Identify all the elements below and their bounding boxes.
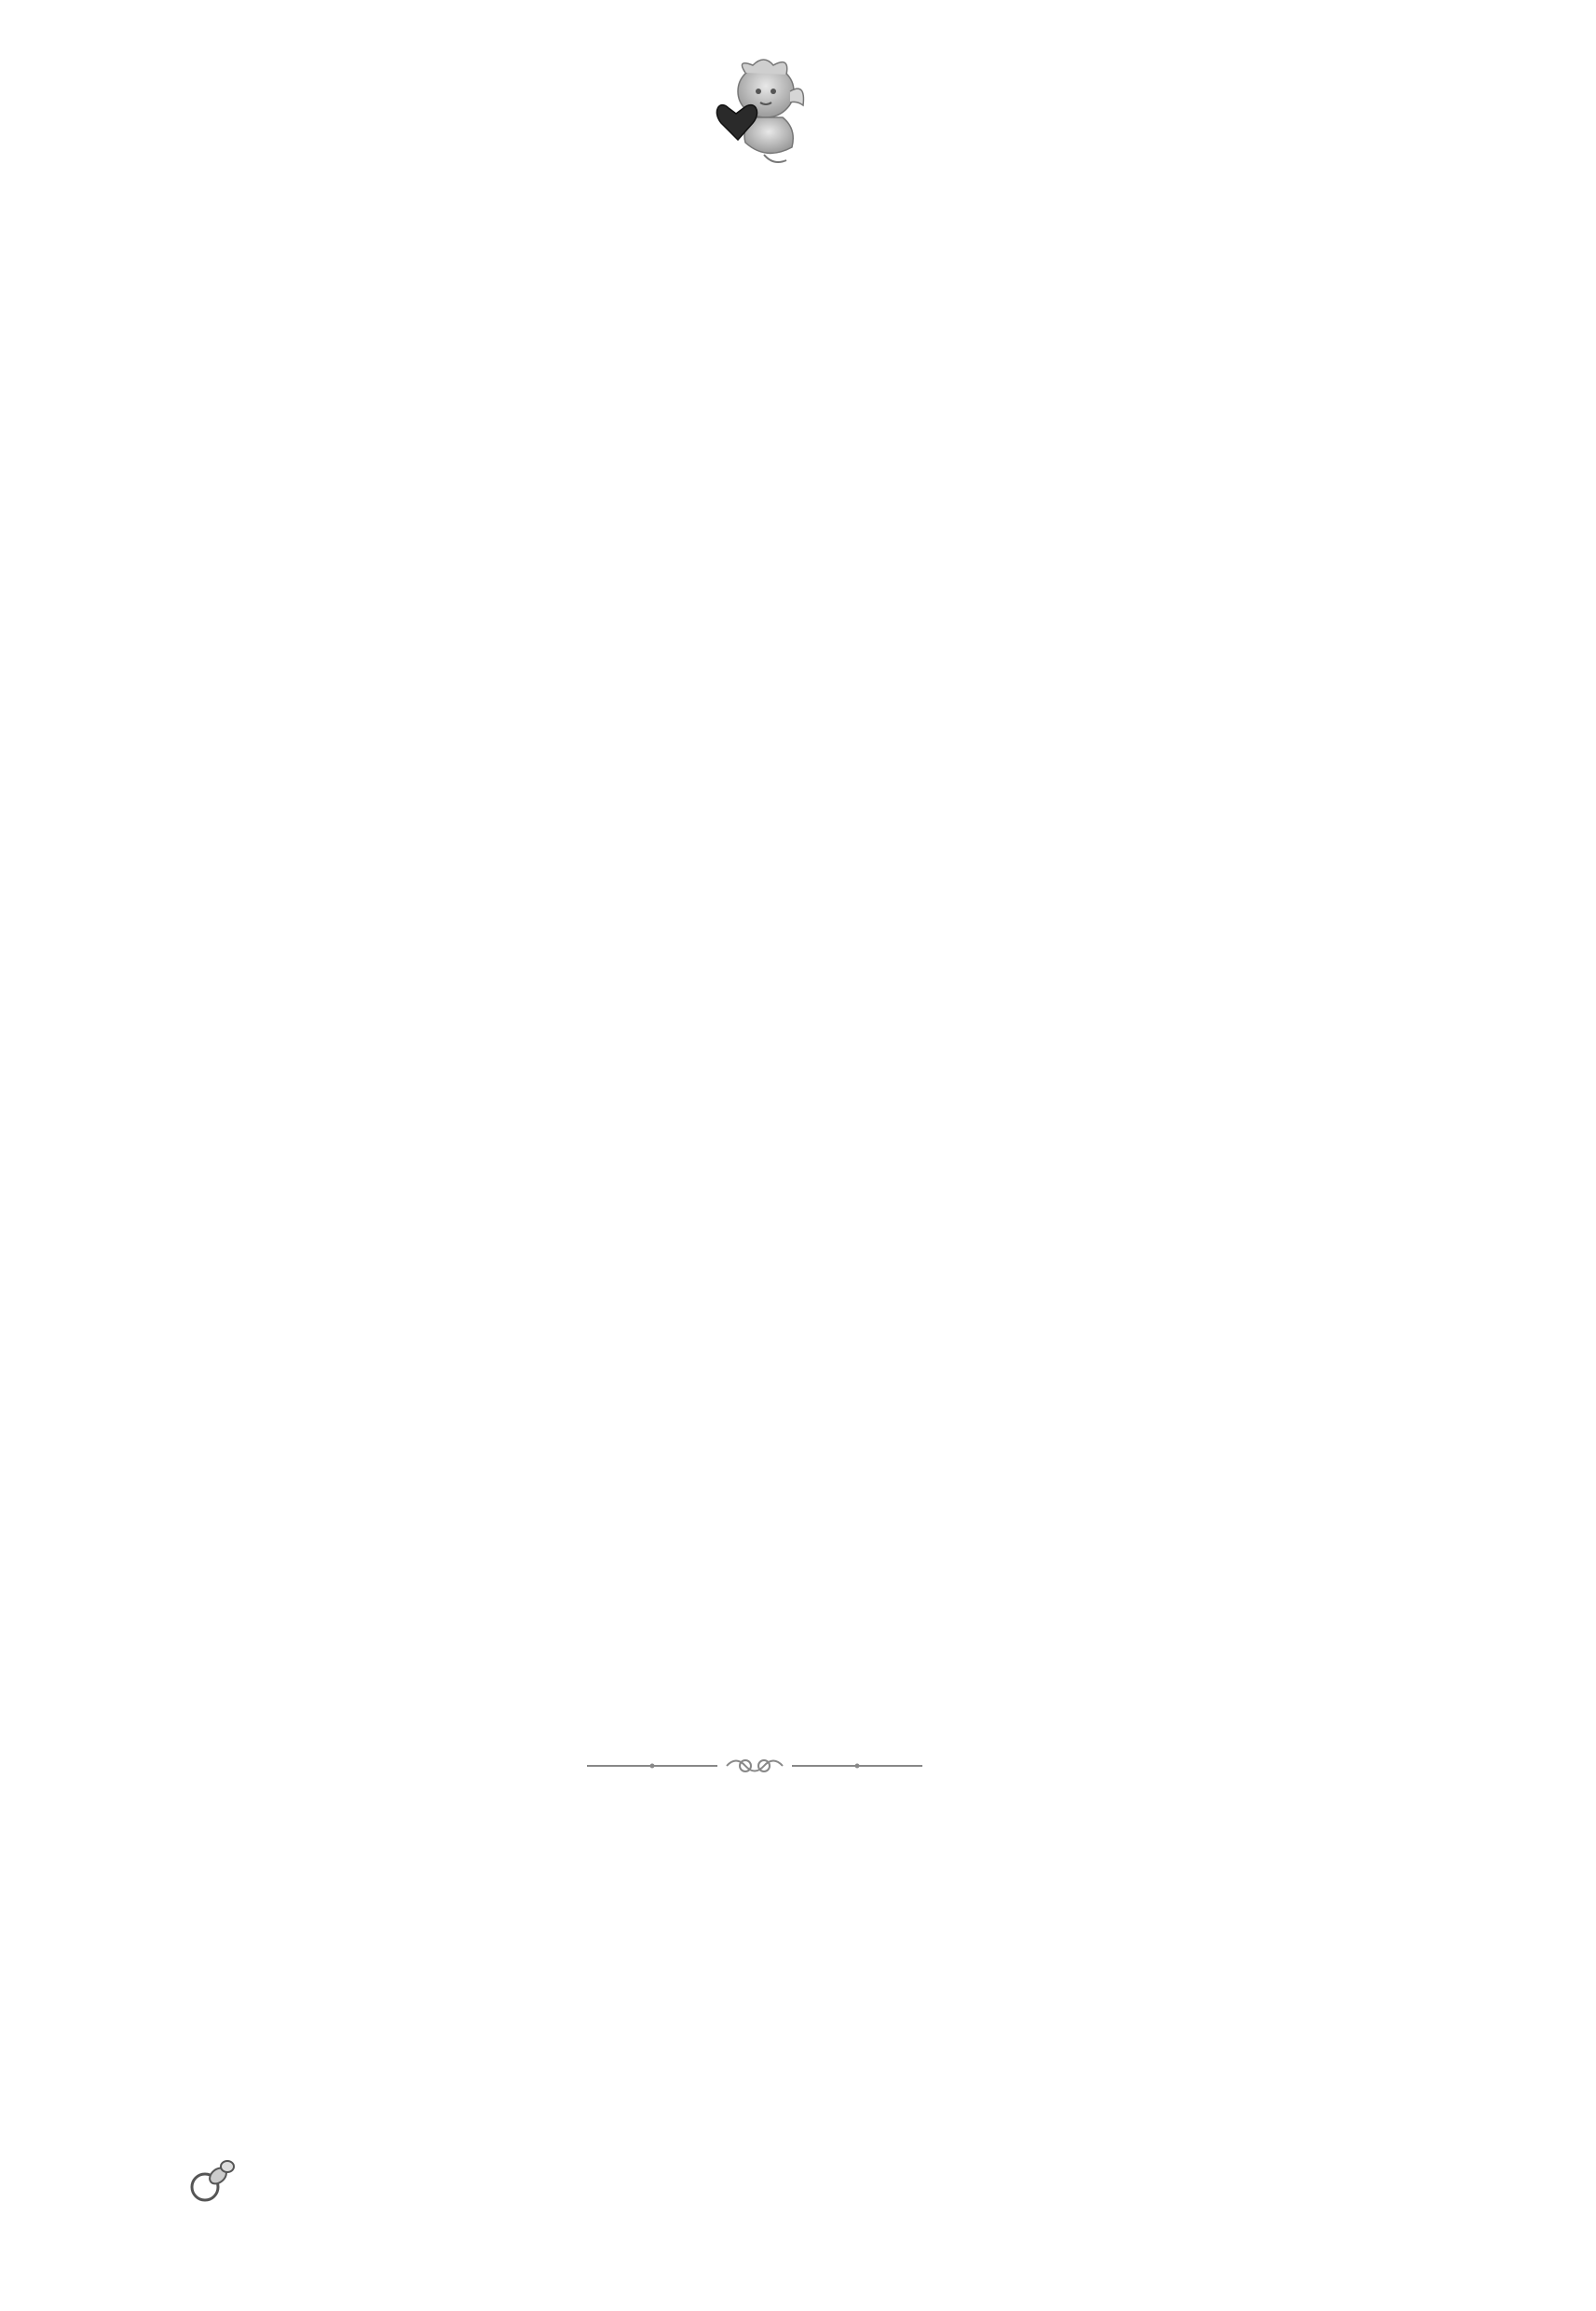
section-divider-ornament-icon [587, 1752, 922, 1780]
cherub-heart-icon [708, 54, 811, 171]
pacifier-icon [184, 2155, 239, 2209]
page-footer [184, 2154, 283, 2210]
